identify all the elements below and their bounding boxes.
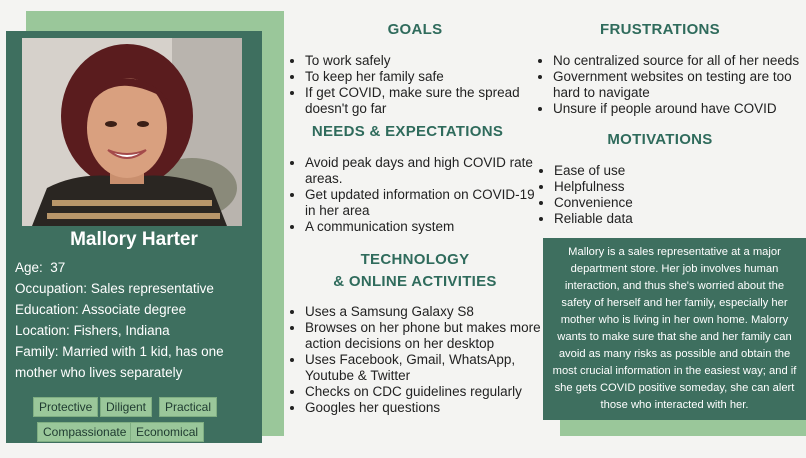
list-item: • Checks on CDC guidelines regularly — [305, 384, 553, 400]
fact-education: Education: Associate degree — [15, 302, 187, 317]
persona-facts — [15, 257, 255, 383]
list-item: • Reliable data — [554, 211, 794, 227]
trait-tag-protective: Protective — [33, 397, 98, 417]
goals-list — [287, 53, 545, 117]
fact-age: Age: 37 — [15, 260, 66, 275]
list-item: • To keep her family safe — [305, 69, 545, 85]
frustrations-heading: FRUSTRATIONS — [600, 21, 720, 38]
trait-tag-economical: Economical — [130, 422, 204, 442]
persona-name: Mallory Harter — [70, 229, 198, 250]
trait-tag-practical: Practical — [159, 397, 217, 417]
list-item: • Government websites on testing are too hard to navigate — [553, 69, 806, 101]
frustrations-list — [535, 53, 806, 117]
list-item: • Get updated information on COVID-19 in her area — [305, 187, 548, 219]
list-item: • Helpfulness — [554, 179, 794, 195]
trait-tag-compassionate: Compassionate — [37, 422, 132, 442]
trait-tag-diligent: Diligent — [100, 397, 152, 417]
technology-heading-line2: & ONLINE ACTIVITIES — [333, 273, 497, 290]
persona-bio: Mallory is a sales representative at a major department store. Her job involves human interaction, and thus she's worried about the safety of herself and her family, especially her mother who is living in her own home. Malorry wants to make sure that she and her family can avoid as many risks as possible and obtain the most crucial information in the easiest way; and if she gets COVID positive someday, she can alert those who interacted with her. — [543, 238, 806, 420]
goals-heading: GOALS — [387, 21, 443, 38]
list-item: • Ease of use — [554, 163, 794, 179]
list-item: • Googles her questions — [305, 400, 553, 416]
list-item: • No centralized source for all of her needs — [553, 53, 806, 69]
motivations-heading: MOTIVATIONS — [607, 131, 713, 148]
fact-family: Family: Married with 1 kid, has one mother who lives separately — [15, 344, 224, 380]
list-item: • To work safely — [305, 53, 545, 69]
list-item: • Uses a Samsung Galaxy S8 — [305, 304, 553, 320]
list-item: • Browses on her phone but makes more action decisions on her desktop — [305, 320, 553, 352]
list-item: • Avoid peak days and high COVID rate areas. — [305, 155, 548, 187]
list-item: • Uses Facebook, Gmail, WhatsApp, Youtube & Twitter — [305, 352, 553, 384]
list-item: • A communication system — [305, 219, 548, 235]
motivations-list — [536, 163, 794, 227]
needs-list — [287, 155, 548, 235]
persona-portrait-illustration — [22, 38, 242, 226]
technology-heading: TECHNOLOGY — [360, 251, 470, 268]
list-item: • Unsure if people around have COVID — [553, 101, 806, 117]
technology-list — [287, 304, 553, 416]
fact-occupation: Occupation: Sales representative — [15, 281, 214, 296]
list-item: • If get COVID, make sure the spread doesn't go far — [305, 85, 545, 117]
fact-location: Location: Fishers, Indiana — [15, 323, 170, 338]
needs-heading: NEEDS & EXPECTATIONS — [311, 123, 504, 140]
list-item: • Convenience — [554, 195, 794, 211]
persona-photo — [22, 38, 242, 226]
